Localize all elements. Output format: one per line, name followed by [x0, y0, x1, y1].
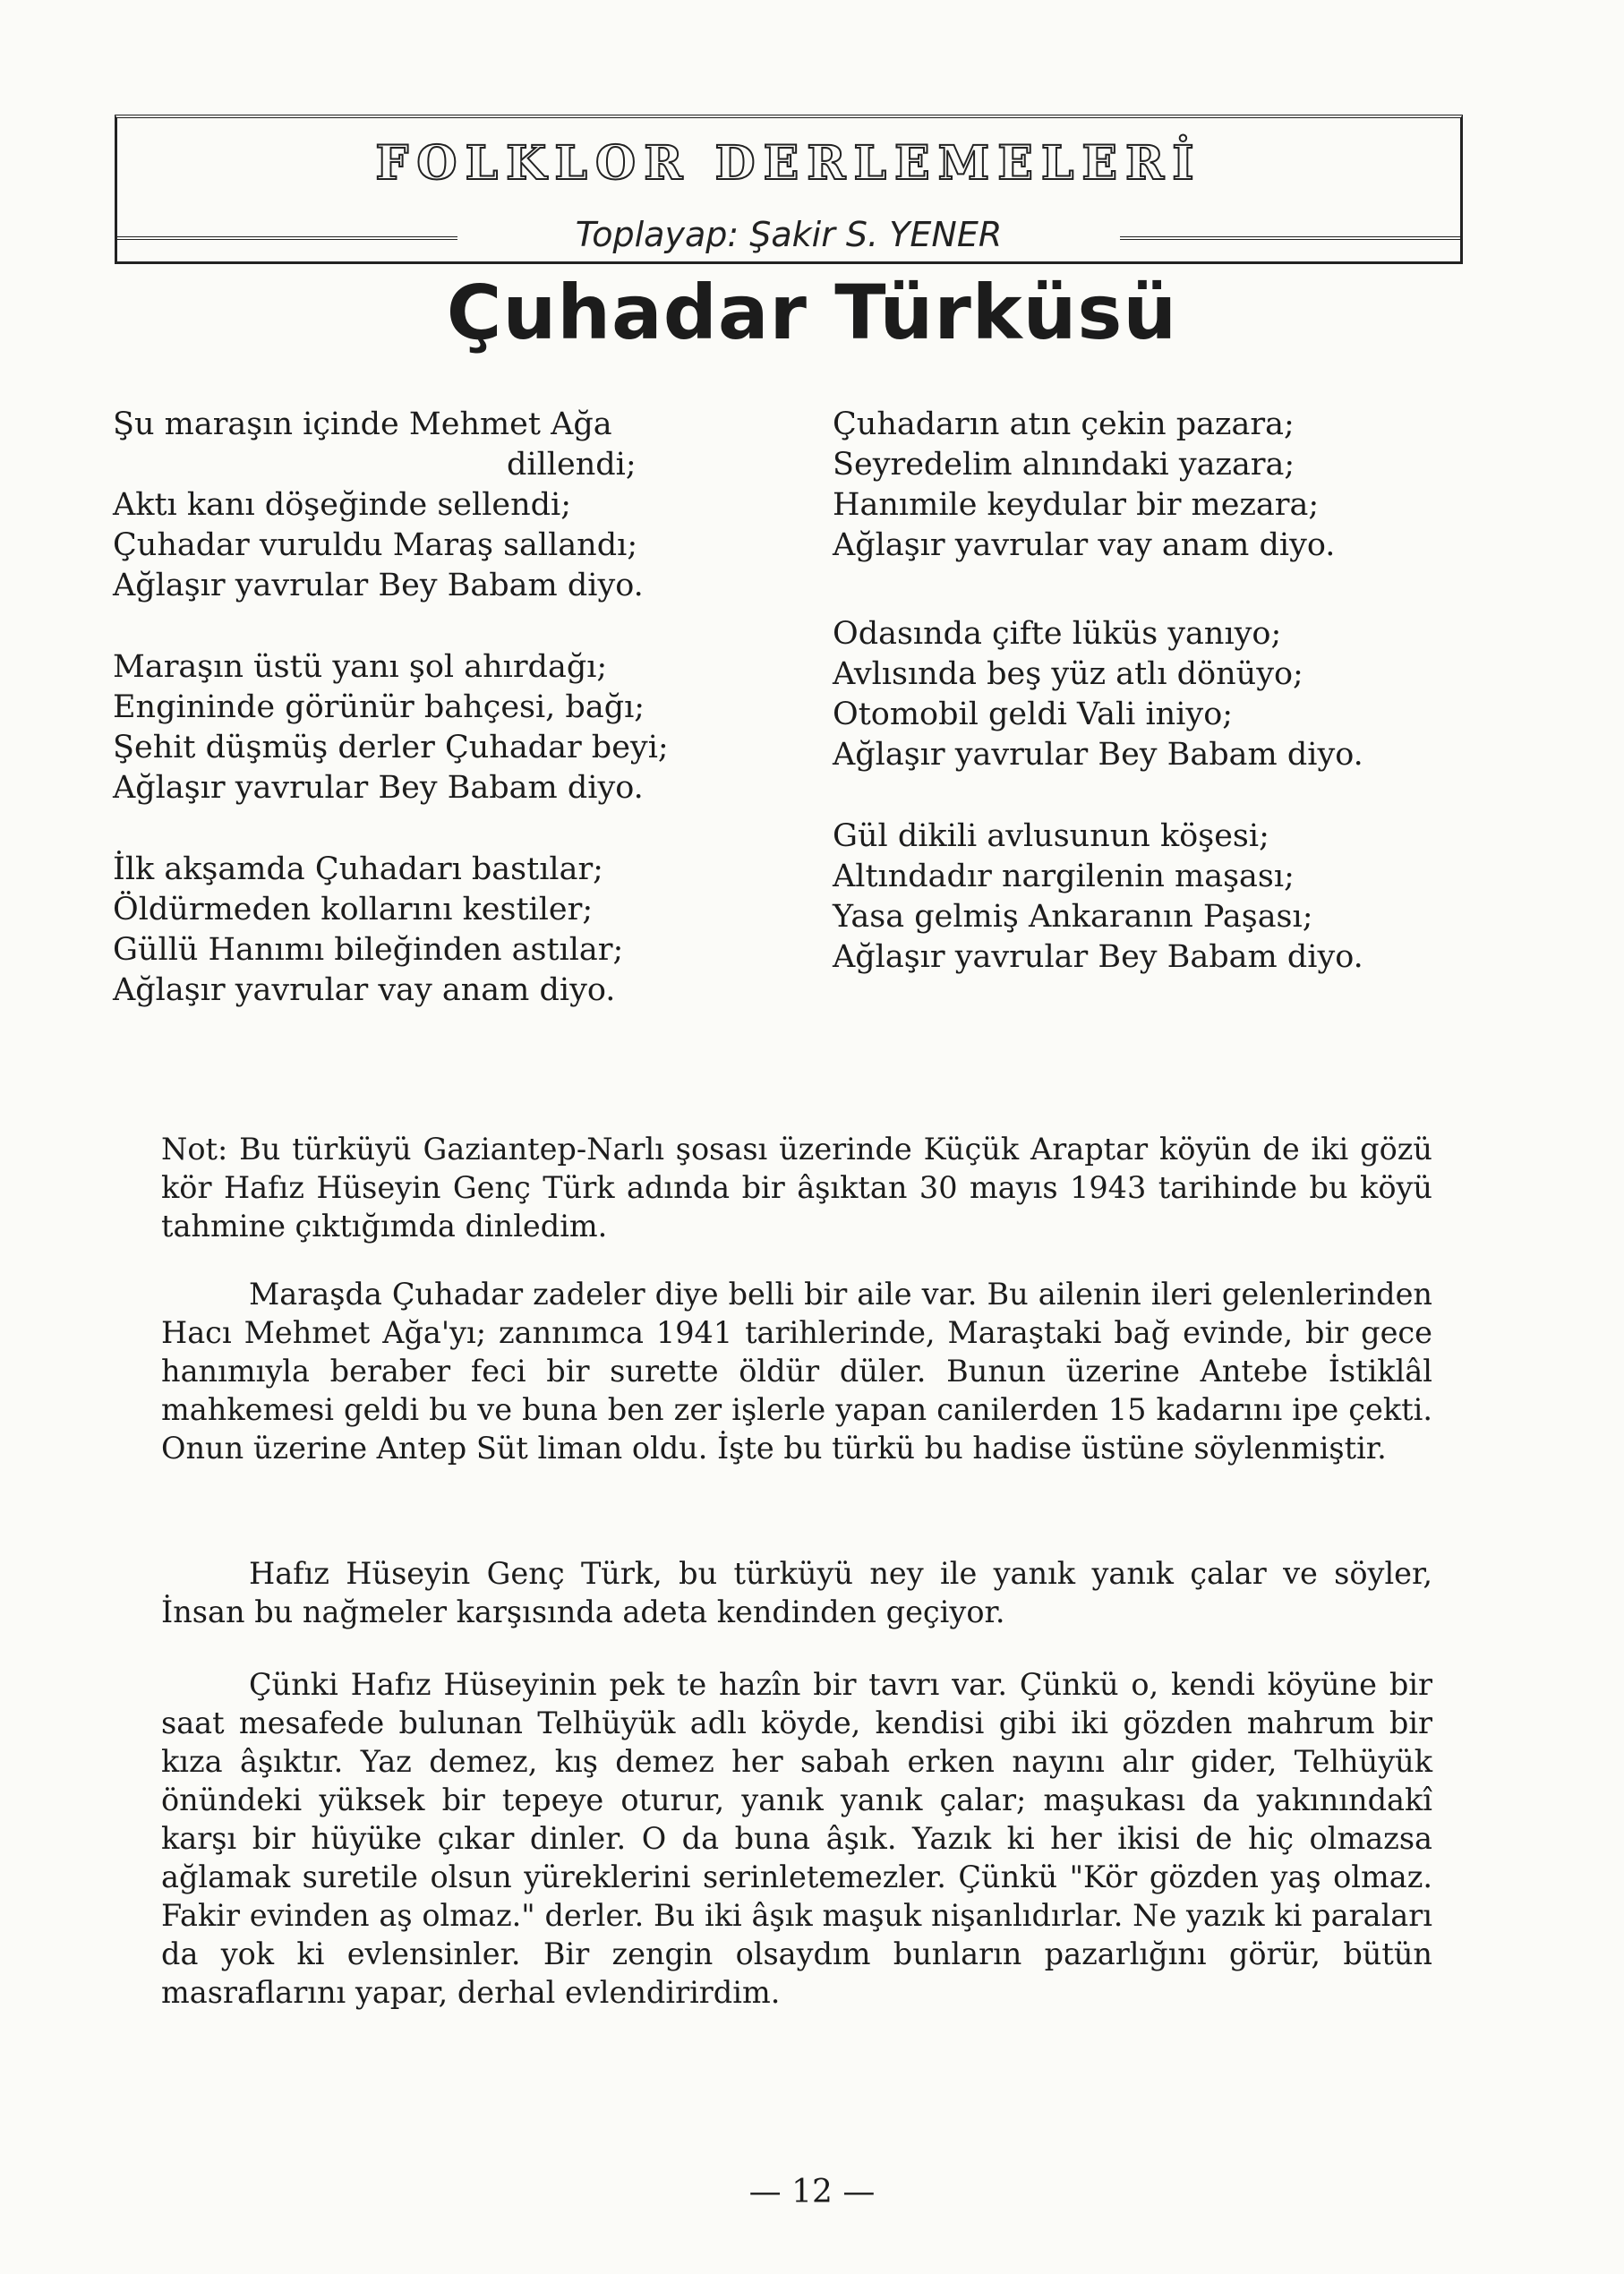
- poem-verse: Güllü Hanımı bileğinden astılar;: [113, 932, 624, 968]
- collector-byline: Toplayap: Şakir S. YENER: [575, 215, 1003, 254]
- poem-verse: Şu maraşın içinde Mehmet Ağa: [113, 406, 612, 442]
- poem-stanza: [833, 614, 1477, 775]
- poem-verse: Altındadır nargilenin maşası;: [833, 859, 1295, 894]
- series-title: FOLKLOR DERLEMELERİ: [375, 136, 1202, 191]
- body-paragraph: Çünki Hafız Hüseyinin pek te hazîn bir tavrı var. Çünkü o, kendi köyüne bir saat mesafede bulunan Telhüyük adlı köyde, kendisi gibi iki gözden mahrum bir kıza âşıktır. Yaz demez, kış demez her sabah erken nayını alır gider, Telhüyük önündeki yüksek bir tepeye oturur, yanık yanık çalar; maşukası da yakınındakî karşı bir hüyüke çıkar dinler. O da buna âşık. Yazık ki her ikisi de hiç olmazsa ağlamak suretile olsun yüreklerini serinletemezler. Çünkü "Kör gözden yaş olmaz. Fakir evinden aş olmaz." derler. Bu iki âşık maşuk nişanlıdırlar. Ne yazık ki paraları da yok ki evlensinler. Bir zengin olsaydım bunların pazarlığını görür, bütün masraflarını yapar, derhal evlendirirdim.: [161, 1667, 1432, 2010]
- poem-verse: Hanımile keydular bir mezara;: [833, 487, 1320, 523]
- page-number: — 12 —: [748, 2174, 876, 2210]
- poem-verse: Odasında çifte lüküs yanıyo;: [833, 616, 1282, 652]
- poem-verse: Avlısında beş yüz atlı dönüyo;: [833, 656, 1303, 692]
- poem-stanza: [113, 647, 775, 808]
- poem-verse: Ağlaşır yavrular vay anam diyo.: [113, 972, 616, 1008]
- body-paragraph: Maraşda Çuhadar zadeler diye belli bir aile var. Bu ailenin ileri gelenlerinden Hacı Mehmet Ağa'yı; zannımca 1941 tarihlerinde, Maraştaki bağ evinde, bir gece hanımıyla beraber feci bir surette öldür düler. Bunun üzerine Antebe İstiklâl mahkemesi geldi bu ve buna ben zer işlerle yapan canilerden 15 kadarını ipe çekti. Onun üzerine Antep Süt liman oldu. İşte bu türkü bu hadise üstüne söylenmiştir.: [161, 1277, 1432, 1466]
- poem-stanza: [113, 850, 775, 1011]
- poem-verse: Ağlaşır yavrular Bey Babam diyo.: [113, 770, 644, 806]
- poem-verse: Ağlaşır yavrular Bey Babam diyo.: [833, 737, 1363, 773]
- collector-note: Not: Bu türküyü Gaziantep-Narlı şosası üzerinde Küçük Araptar köyün de iki gözü kör Hafız Hüseyin Genç Türk adında bir âşıktan 30 mayıs 1943 tarihinde bu köyü tahmine çıktığımda dinledim.: [161, 1132, 1432, 1244]
- poem-stanza: [833, 405, 1477, 566]
- poem-verse: Maraşın üstü yanı şol ahırdağı;: [113, 649, 608, 685]
- poem-right-column: [833, 405, 1477, 1019]
- header-rule-right: [1120, 236, 1460, 240]
- poem-left-column: [113, 405, 775, 1052]
- poem-verse: Şehit düşmüş derler Çuhadar beyi;: [113, 730, 669, 765]
- poem-stanza: [113, 405, 775, 606]
- poem-verse: Ağlaşır yavrular Bey Babam diyo.: [113, 568, 644, 603]
- poem-verse: Ağlaşır yavrular vay anam diyo.: [833, 527, 1336, 563]
- poem-verse: Aktı kanı döşeğinde sellendi;: [113, 487, 572, 523]
- poem-verse: Otomobil geldi Vali iniyo;: [833, 697, 1234, 732]
- song-title: Çuhadar Türküsü: [446, 269, 1178, 356]
- poem-verse: Öldürmeden kollarını kestiler;: [113, 892, 594, 928]
- poem-verse: dillendi;: [507, 447, 637, 483]
- poem-verse: Ağlaşır yavrular Bey Babam diyo.: [833, 939, 1363, 975]
- poem-verse: Engininde görünür bahçesi, bağı;: [113, 689, 645, 725]
- poem-verse: İlk akşamda Çuhadarı bastılar;: [113, 851, 603, 887]
- poem-verse: Seyredelim alnındaki yazara;: [833, 447, 1295, 483]
- poem-stanza: [833, 816, 1477, 978]
- poem-verse: Yasa gelmiş Ankaranın Paşası;: [833, 899, 1313, 935]
- body-paragraph: Hafız Hüseyin Genç Türk, bu türküyü ney ile yanık yanık çalar ve söyler, İnsan bu nağmeler karşısında adeta kendinden geçiyor.: [161, 1556, 1432, 1629]
- poem-verse: Çuhadar vuruldu Maraş sallandı;: [113, 527, 638, 563]
- poem-verse: Çuhadarın atın çekin pazara;: [833, 406, 1295, 442]
- series-header: [115, 115, 1463, 264]
- poem-verse: Gül dikili avlusunun köşesi;: [833, 818, 1269, 854]
